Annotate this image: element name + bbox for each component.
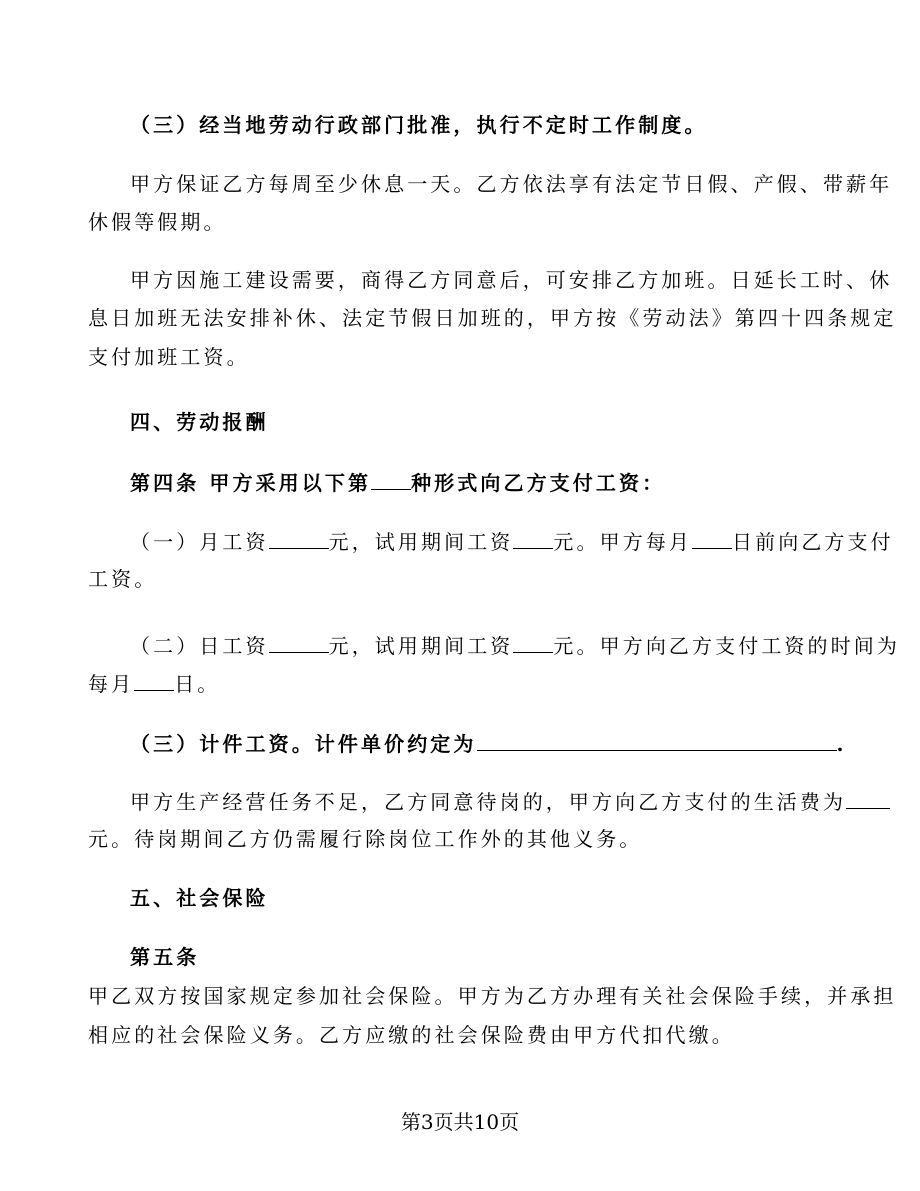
rest-days-line-1: 甲方保证乙方每周至少休息一天。乙方依法享有法定节日假、产假、带薪年: [130, 172, 893, 196]
page-number: 第3页共10页: [400, 1110, 520, 1134]
standby-pay-line-2: 元。待岗期间乙方仍需履行除岗位工作外的其他义务。: [88, 827, 643, 851]
blank-field[interactable]: [513, 528, 553, 549]
monthly-wage-line-2: 工资。: [88, 567, 158, 591]
monthly-wage-line-1: （一）月工资 元，试用期间工资 元。甲方每月 日前向乙方支付: [130, 530, 894, 554]
blank-field[interactable]: [477, 730, 837, 751]
section-heading-social-insurance: 五、社会保险: [130, 886, 269, 910]
blank-field[interactable]: [134, 670, 174, 691]
overtime-line-1: 甲方因施工建设需要，商得乙方同意后，可安排乙方加班。日延长工时、休: [130, 268, 893, 292]
blank-field[interactable]: [513, 632, 553, 653]
rest-days-line-2: 休假等假期。: [88, 210, 227, 234]
blank-field[interactable]: [692, 528, 732, 549]
section-heading-remuneration: 四、劳动报酬: [130, 410, 269, 434]
daily-wage-line-1: （二）日工资 元，试用期间工资 元。甲方向乙方支付工资的时间为: [130, 634, 900, 658]
standby-pay-line-1: 甲方生产经营任务不足，乙方同意待岗的，甲方向乙方支付的生活费为: [130, 788, 890, 814]
overtime-line-2: 息日加班无法安排补休、法定节假日加班的，甲方按《劳动法》第四十四条规定: [88, 306, 897, 330]
social-insurance-line-2: 相应的社会保险义务。乙方应缴的社会保险费由甲方代扣代缴。: [88, 1023, 735, 1047]
blank-field[interactable]: [371, 469, 411, 490]
piece-rate-line: （三）计件工资。计件单价约定为 .: [130, 732, 847, 756]
clause-3-irregular-hours: （三）经当地劳动行政部门批准，执行不定时工作制度。: [130, 113, 708, 137]
blank-field[interactable]: [846, 788, 890, 809]
blank-field[interactable]: [269, 632, 329, 653]
blank-field[interactable]: [269, 528, 329, 549]
overtime-line-3: 支付加班工资。: [88, 345, 250, 369]
daily-wage-line-2: 每月 日。: [88, 672, 221, 696]
social-insurance-line-1: 甲乙双方按国家规定参加社会保险。甲方为乙方办理有关社会保险手续，并承担: [88, 984, 897, 1008]
article-5-label: 第五条: [130, 945, 200, 969]
article-4: 第四条 甲方采用以下第 种形式向乙方支付工资：: [130, 471, 666, 495]
